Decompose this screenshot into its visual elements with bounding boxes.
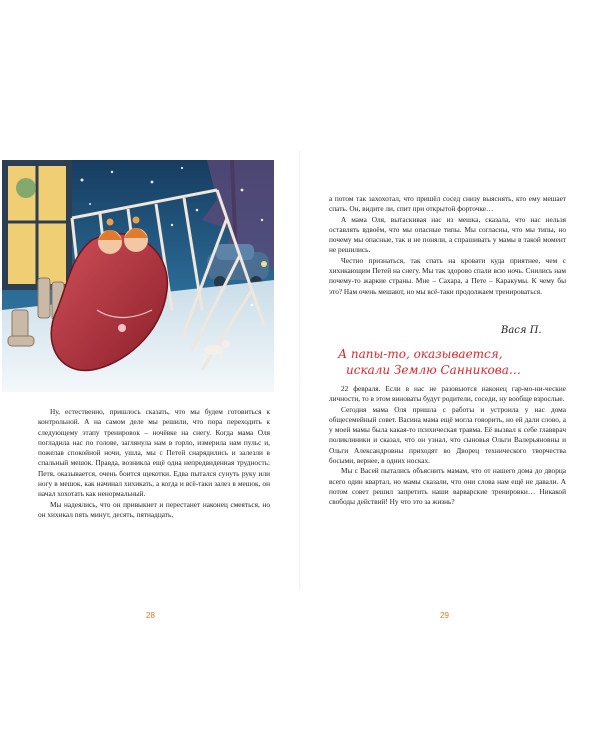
paragraph: а потом так захохотал, что пришёл сосед снизу выяснять, кто ему мешает спать. Он, видите ли, спит при открытой форточке… [329,194,566,214]
chapter-title-line: А папы-то, оказывается, [338,347,503,361]
page-number-right: 29 [440,611,449,620]
illustration [2,160,274,392]
left-page-text [38,407,270,520]
right-page-top-text [329,194,566,297]
paragraph: Ну, естественно, пришлось сказать, что мы будем готовиться к контрольной. А на самом деле мы решили, что пора переходить к следующему этапу тренировок – ночёвке на снегу. Когда мама Оля погладила нас по голове, заглянула нам в горло, измерила нам пульс и, пожелав спокойной ночи, ушла, мы с Петей снарядились и залезли в спальный мешок. Правда, возникла ещё одна непредвиденная трудность: Петя, оказывается, очень боится щекотки. Едва пытался сунуть руку или ногу в мешок, как начинал хихикать, а когда и всё-таки залез в мешок, он начал хохотать как ненормальный. [38,407,270,499]
paragraph: Мы надеялись, что он привыкнет и перестанет наконец смеяться, но он хихикал пять минут, десять, пятнадцать, [38,499,270,519]
right-page-bottom-text [329,384,566,508]
chapter-title [338,346,566,378]
night-balcony-sleeping-bag-illustration [2,160,274,392]
paragraph: Честно признаться, так спать на кровати куда приятнее, чем с хихикающим Петей на снегу. Мы так здорово спали всю ночь. Снились нам почему-то жаркие страны. Мне – Сахара, а Пете – Каракумы. К чему бы это? Нам очень мешают, но мы всё-таки продолжаем тренироваться. [329,255,566,296]
paragraph: Мы с Васей пытались объяснить мамам, что от нашего дома до дворца всего один квартал, но мамы сказали, что они слова нам ещё не давали. А потом совет решил запретить наши варварские тренировки… Никакой свободы действий! Ну что это за жизнь? [329,466,566,507]
paragraph: А мама Оля, вытаскивая нас из мешка, сказала, что нас нельзя оставлять вдвоём, что мы опасные типы. Мы согласны, что мы типы, но почему мы опасные, так и не поняли, а спрашивать у мамы в такой момент не решились. [329,214,566,255]
signature: Вася П. [501,325,542,336]
paragraph: 22 февраля. Если в нас не разовьются наконец гар-мо-ни-ческие личности, то в этом виноваты будут родители, соседи, ну вообще взрослые. [329,384,566,404]
page-number-left: 28 [146,611,155,620]
paragraph: Сегодня мама Оля пришла с работы и устроила у нас дома общесемейный совет. Васина мама ещё могла говорить, но ей дали слово, а у моей мамы была какая-то психическая травма. Её вызвал к себе главврач поликлиники и сказал, что он узнал, что сыновья Ольги Валерьяновны и Ольги Александровны приходят во Дворец технического творчества босыми, вернее, в одних носках. [329,404,566,466]
chapter-title-line: искали Землю Санникова… [346,363,521,377]
book-gutter [299,150,301,590]
